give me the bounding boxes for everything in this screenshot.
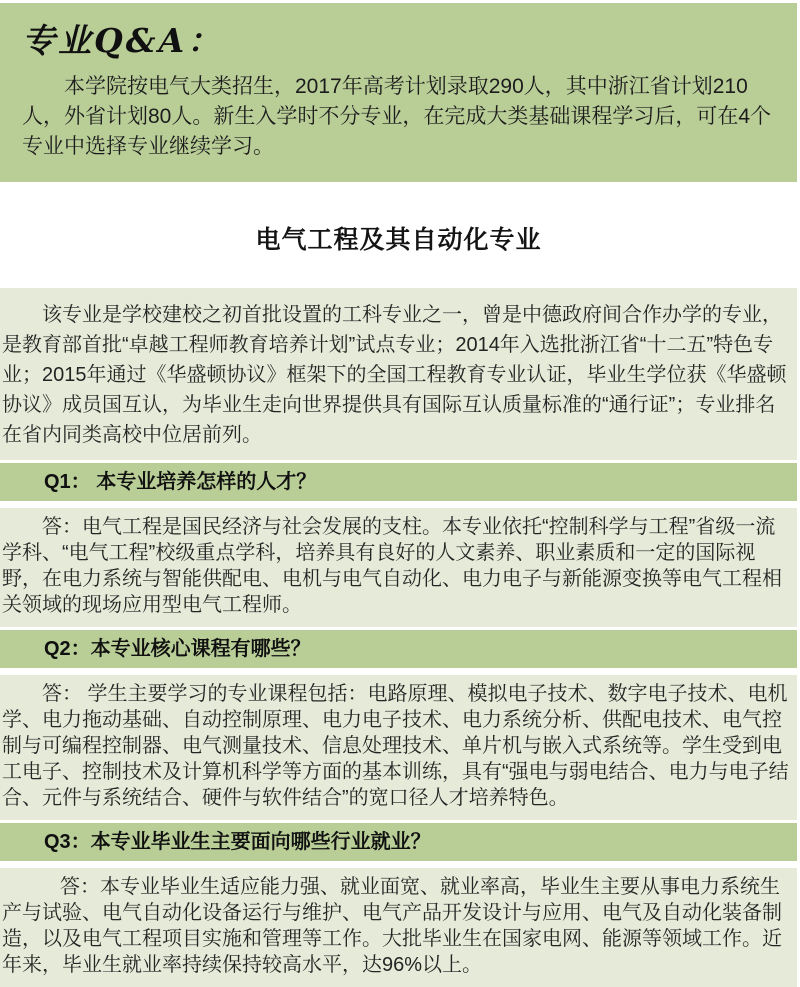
question-strip-q1: Q1： 本专业培养怎样的人才？ bbox=[0, 463, 797, 501]
major-intro-block bbox=[0, 288, 797, 460]
major-qa-section bbox=[0, 288, 797, 987]
answer-paragraph-q2: 答： 学生主要学习的专业课程包括：电路原理、模拟电子技术、数字电子技术、电机学、电力拖动基础、自动控制原理、电力电子技术、电力系统分析、供配电技术、电气控制与可编程控制器、电气测量技术、信息处理技术、单片机与嵌入式系统等。学生受到电工电子、控制技术及计算机科学等方面的基本训练，具有“强电与弱电结合、电力与电子结合、元件与系统结合、硬件与软件结合”的宽口径人才培养特色。 bbox=[2, 683, 789, 809]
qa-section-heading: 专业Q&A： bbox=[22, 21, 224, 60]
admission-plan-paragraph: 本学院按电气大类招生，2017年高考计划录取290人，其中浙江省计划210人，外省计划80人。新生入学时不分专业，在完成大类基础课程学习后，可在4个专业中选择专业继续学习。 bbox=[22, 75, 772, 158]
answer-block-q1 bbox=[0, 508, 797, 627]
question-strip-q3: Q3：本专业毕业生主要面向哪些行业就业？ bbox=[0, 823, 797, 861]
major-title: 电气工程及其自动化专业 bbox=[255, 226, 542, 254]
major-intro-paragraph: 该专业是学校建校之初首批设置的工科专业之一，曾是中德政府间合作办学的专业，是教育部首批“卓越工程师教育培养计划”试点专业；2014年入选批浙江省“十二五”特色专业；2015年通过《华盛顿协议》框架下的全国工程教育专业认证，毕业生学位获《华盛顿协议》成员国互认，为毕业生走向世界提供具有国际互认质量标准的“通行证”；专业排名在省内同类高校中位居前列。 bbox=[2, 304, 787, 446]
answer-block-q3 bbox=[0, 868, 797, 987]
question-strip-q2: Q2：本专业核心课程有哪些？ bbox=[0, 630, 797, 668]
answer-paragraph-q1: 答：电气工程是国民经济与社会发展的支柱。本专业依托“控制科学与工程”省级一流学科、“电气工程”校级重点学科，培养具有良好的人文素养、职业素质和一定的国际视野，在电力系统与智能供配电、电机与电气自动化、电力电子与新能源变换等电气工程相关领域的现场应用型电气工程师。 bbox=[2, 516, 782, 616]
answer-block-q2 bbox=[0, 675, 797, 820]
answer-paragraph-q3: 答：本专业毕业生适应能力强、就业面宽、就业率高，毕业生主要从事电力系统生产与试验、电气自动化设备运行与维护、电气产品开发设计与应用、电气及自动化装备制造，以及电气工程项目实施和管理等工作。大批毕业生在国家电网、能源等领域工作。近年来，毕业生就业率持续保持较高水平，达96%以上。 bbox=[2, 876, 782, 976]
top-green-band bbox=[0, 3, 797, 182]
major-title-band bbox=[0, 182, 797, 288]
